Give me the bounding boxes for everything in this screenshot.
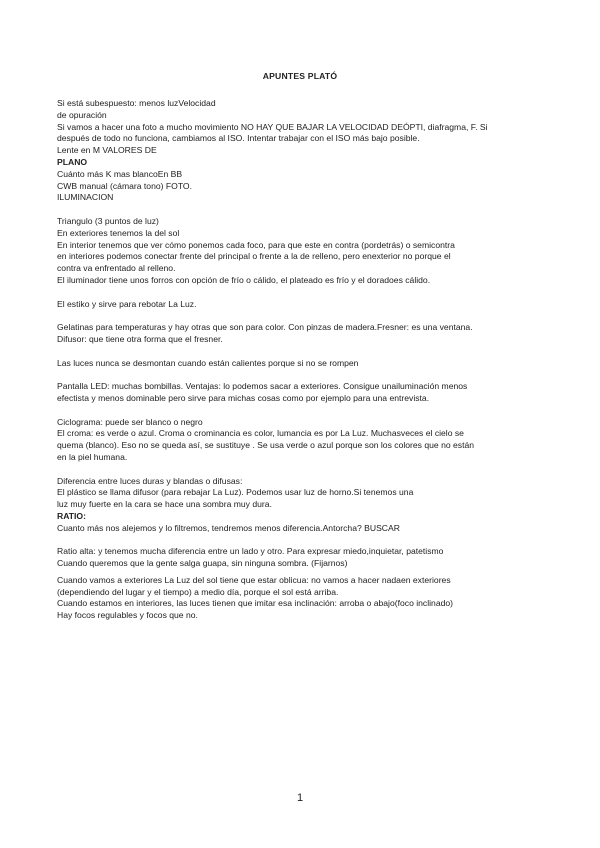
page-title: APUNTES PLATÓ — [262, 71, 338, 81]
text-line: luz muy fuerte en la cara se hace una sombra muy dura. — [57, 499, 272, 510]
text-line: Pantalla LED: muchas bombillas. Ventajas: lo podemos sacar a exteriores. Consigue unailuminación menos — [57, 381, 468, 392]
paragraph-hard-soft-light — [57, 476, 547, 535]
paragraph-estiko — [57, 299, 547, 311]
text-line: Ratio alta: y tenemos mucha diferencia entre un lado y otro. Para expresar miedo,inquietar, patetismo — [57, 546, 444, 557]
paragraph-triangle-lighting — [57, 216, 547, 287]
paragraph-ciclograma — [57, 417, 547, 464]
text-line: contra va enfrentado al relleno. — [57, 263, 176, 274]
text-line: El estiko y sirve para rebotar La Luz. — [57, 298, 197, 309]
paragraph-gelatinas — [57, 322, 547, 346]
text-line: de opuración — [57, 109, 107, 120]
text-line: En exteriores tenemos la del sol — [57, 227, 180, 238]
text-line: efectista y menos dominable pero sirve para michas cosas como por ejemplo para una entrevista. — [57, 392, 430, 403]
text-line: (dependiendo del lugar y el tiempo) a medio día, porque el sol está arriba. — [57, 586, 339, 597]
text-line: Cuando vamos a exteriores La Luz del sol tiene que estar oblicua: no vamos a hacer nadaen exteriores — [57, 574, 451, 585]
text-line: Diferencia entre luces duras y blandas o difusas: — [57, 475, 243, 486]
paragraph-ratio — [57, 546, 547, 570]
text-line: Triangulo (3 puntos de luz) — [57, 215, 159, 226]
text-line: después de todo no funciona, cambiamos al ISO. Intentar trabajar con el ISO más bajo posible. — [57, 133, 420, 144]
text-line: en interiores podemos conectar frente del principal o frente a la de relleno, pero enexterior no porque el — [57, 251, 451, 262]
text-line: quema (blanco). Eso no se queda así, se sustituye . Se usa verde o azul porque son los colores que no están — [57, 440, 475, 451]
text-line: Hay focos regulables y focos que no. — [57, 610, 198, 621]
text-line: Cuánto más K mas blancoEn BB — [57, 168, 183, 179]
text-line: El croma: es verde o azul. Croma o crominancia es color, lumancia es por La Luz. Muchasveces el cielo se — [57, 428, 464, 439]
text-line: El iluminador tiene unos forros con opción de frío o cálido, el plateado es frío y el doradoes cálido. — [57, 274, 431, 285]
text-line: Cuanto más nos alejemos y lo filtremos, tendremos menos diferencia.Antorcha? BUSCAR — [57, 522, 400, 533]
text-line: ILUMINACION — [57, 192, 114, 203]
page-number: 1 — [296, 792, 304, 804]
text-line: Si está subespuesto: menos luzVelocidad — [57, 98, 216, 108]
text-line: Cuando queremos que la gente salga guapa, sin ninguna sombra. (Fijarnos) — [57, 558, 348, 569]
paragraph-exteriors — [57, 575, 547, 622]
text-line: CWB manual (cámara tono) FOTO. — [57, 180, 192, 191]
text-line: Si vamos a hacer una foto a mucho movimiento NO HAY QUE BAJAR LA VELOCIDAD DEÓPTI, diafragma, F. Si — [57, 121, 488, 132]
text-line: El plástico se llama difusor (para rebajar La Luz). Podemos usar luz de horno.Si tenemos una — [57, 487, 414, 498]
text-line: Las luces nunca se desmontan cuando están calientes porque si no se rompen — [57, 357, 359, 368]
text-line: PLANO — [57, 156, 88, 167]
text-line: Ciclograma: puede ser blanco o negro — [57, 416, 203, 427]
text-line: Lente en M VALORES DE — [57, 145, 157, 156]
text-line: en la piel humana. — [57, 451, 128, 462]
paragraph-exposure — [57, 98, 547, 204]
text-line: Difusor: que tiene otra forma que el fresner. — [57, 333, 223, 344]
notes-body — [57, 98, 547, 622]
text-line: Gelatinas para temperaturas y hay otras que son para color. Con pinzas de madera.Fresner: es una ventana. — [57, 322, 473, 333]
text-line: Cuando estamos en interiores, las luces tienen que imitar esa inclinación: arroba o abajo(foco inclinado) — [57, 598, 454, 609]
text-line: RATIO: — [57, 510, 86, 521]
paragraph-led-panel — [57, 381, 547, 405]
text-line: En interior tenemos que ver cómo ponemos cada foco, para que este en contra (pordetrás) o semicontra — [57, 239, 455, 250]
paragraph-hot-lights — [57, 358, 547, 370]
